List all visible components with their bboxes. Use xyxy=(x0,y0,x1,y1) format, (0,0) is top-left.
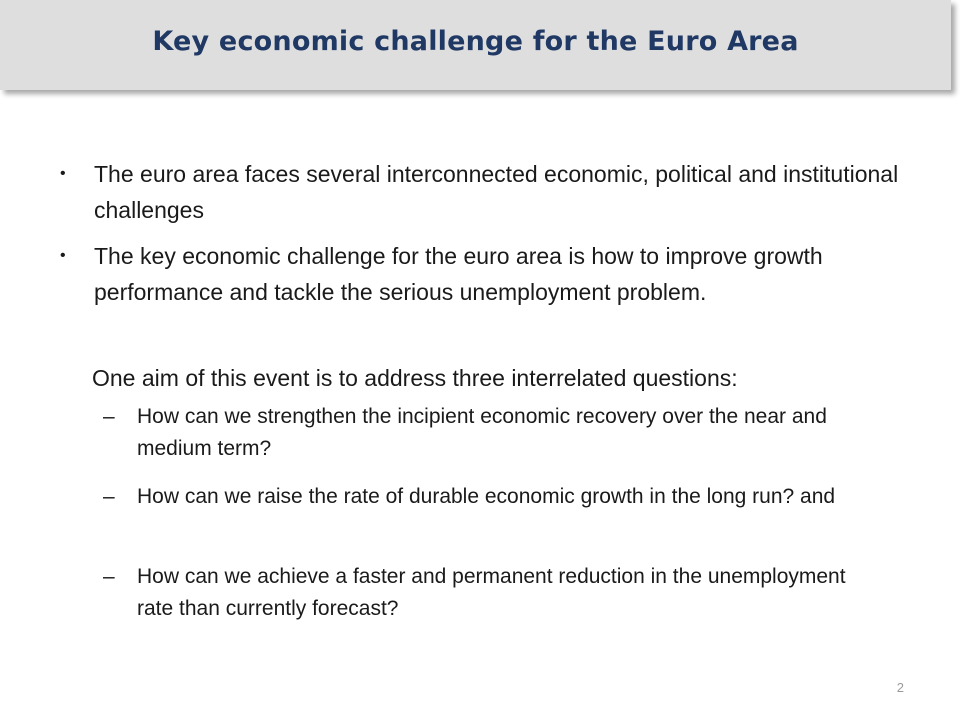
question-text: How can we achieve a faster and permanent reduction in the unemployment rate than currently forecast? xyxy=(137,565,846,620)
dash-marker: – xyxy=(103,565,115,588)
bullet-marker: • xyxy=(60,247,66,264)
dash-marker: – xyxy=(103,405,115,428)
bullet-marker: • xyxy=(60,165,66,182)
bullet-text: The euro area faces several interconnected economic, political and institutional challenges xyxy=(94,161,899,223)
dash-marker: – xyxy=(103,485,115,508)
question-text: How can we raise the rate of durable economic growth in the long run? and xyxy=(137,485,836,508)
intro-paragraph: One aim of this event is to address three interrelated questions: xyxy=(92,365,738,391)
page-number: 2 xyxy=(896,680,904,695)
slide-title: Key economic challenge for the Euro Area xyxy=(152,25,799,57)
question-text: How can we strengthen the incipient economic recovery over the near and medium term? xyxy=(137,405,827,460)
bullet-text: The key economic challenge for the euro area is how to improve growth performance and tackle the serious unemployment problem. xyxy=(94,243,823,305)
